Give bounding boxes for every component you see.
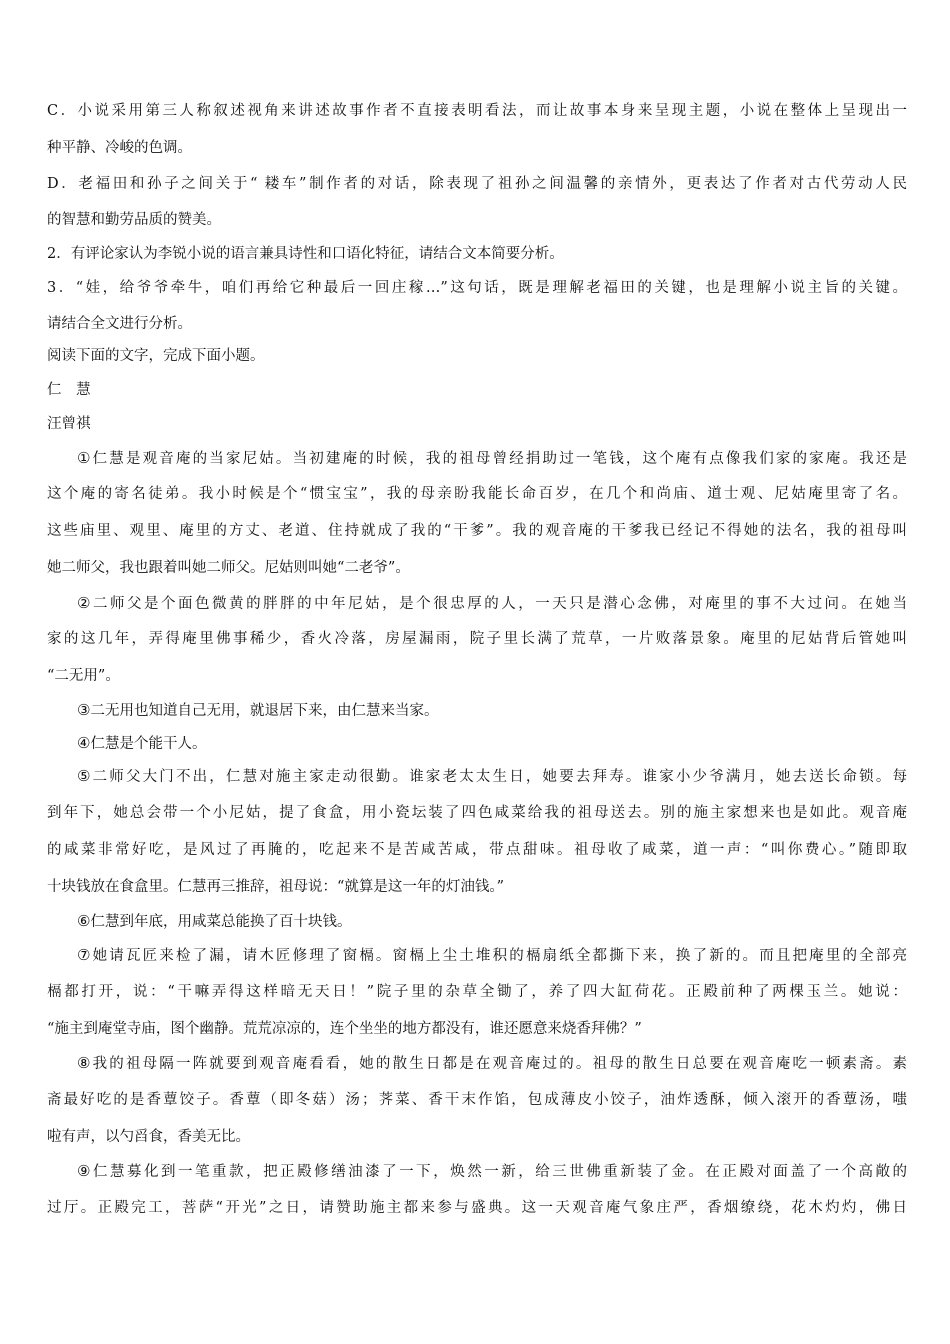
paragraph-number: ⑨ [77, 1162, 93, 1180]
paragraph-number: ⑦ [77, 946, 93, 964]
paragraph-number: ① [77, 449, 93, 467]
paragraph-7-line-3: “施主到庵堂寺庙，图个幽静。荒荒凉凉的，连个坐坐的地方都没有，谁还愿意来烧香拜佛？” [47, 1021, 642, 1037]
paragraph-5-line-3: 的咸菜非常好吃，是风过了再腌的，吃起来不是苦咸苦咸，带点甜味。祖母收了咸菜，道一声：“叫你费心。”随即取 [47, 842, 907, 858]
paragraph-8-line-2: 斋最好吃的是香蕈饺子。香蕈（即冬菇）汤；荠菜、香干末作馅，包成薄皮小饺子，油炸透酥，倾入滚开的香蕈汤，嗤 [47, 1092, 907, 1108]
option-d-line-2: 的智慧和勤劳品质的赞美。 [47, 212, 221, 228]
paragraph-1-line-3: 这些庙里、观里、庵里的方丈、老道、住持就成了我的“干爹”。我的观音庵的干爹我已经记不得她的法名，我的祖母叫 [47, 523, 907, 539]
reading-instruction: 阅读下面的文字，完成下面小题。 [47, 348, 265, 364]
paragraph-5-line-1: ⑤二师父大门不出，仁慧对施主家走动很勤。谁家老太太生日，她要去拜寿。谁家小少爷满月，她去送长命锁。每 [77, 767, 908, 785]
paragraph-1-line-1: ①仁慧是观音庵的当家尼姑。当初建庵的时候，我的祖母曾经捐助过一笔钱，这个庵有点像我们家的家庵。我还是 [77, 449, 908, 467]
paragraph-number: ⑤ [77, 767, 93, 785]
paragraph-6: ⑥仁慧到年底，用咸菜总能换了百十块钱。 [77, 912, 352, 930]
paragraph-7-line-2: 槅都打开，说：“干嘛弄得这样暗无天日！”院子里的杂草全锄了，养了四大缸荷花。正殿前种了两棵玉兰。她说： [47, 984, 907, 1000]
paragraph-5-line-4: 十块钱放在食盒里。仁慧再三推辞，祖母说：“就算是这一年的灯油钱。” [47, 879, 505, 895]
paragraph-number: ② [77, 594, 93, 612]
paragraph-1-line-2: 这个庵的寄名徒弟。我小时候是个“惯宝宝”，我的母亲盼我能长命百岁，在几个和尚庙、道士观、尼姑庵里寄了名。 [47, 486, 907, 502]
paragraph-1-line-4: 她二师父，我也跟着叫她二师父。尼姑则叫她“二老爷”。 [47, 560, 410, 576]
paragraph-2-line-1: ②二师父是个面色微黄的胖胖的中年尼姑，是个很忠厚的人，一天只是潜心念佛，对庵里的事不大过问。在她当 [77, 594, 907, 612]
paragraph-8-line-1: ⑧我的祖母隔一阵就要到观音庵看看，她的散生日都是在观音庵过的。祖母的散生日总要在观音庵吃一顿素斋。素 [77, 1054, 908, 1072]
paragraph-number: ⑥ [77, 912, 91, 930]
paragraph-4: ④仁慧是个能干人。 [77, 734, 207, 752]
paragraph-number: ④ [77, 734, 91, 752]
passage-author: 汪曾祺 [47, 416, 91, 432]
question-2: 2．有评论家认为李锐小说的语言兼具诗性和口语化特征，请结合文本简要分析。 [47, 246, 564, 262]
option-c-line-2: 种平静、冷峻的色调。 [47, 140, 192, 156]
paragraph-5-line-2: 到年下，她总会带一个小尼姑，提了食盒，用小瓷坛装了四色咸菜给我的祖母送去。别的施主家想来也是如此。观音庵 [47, 805, 907, 821]
question-3-line-2: 请结合全文进行分析。 [47, 316, 192, 332]
option-c-line-1: C．小说采用第三人称叙述视角来讲述故事作者不直接表明看法，而让故事本身来呈现主题，小说在整体上呈现出一 [47, 103, 907, 119]
paragraph-number: ⑧ [77, 1054, 93, 1072]
paragraph-7-line-1: ⑦她请瓦匠来检了漏，请木匠修理了窗槅。窗槅上尘土堆积的槅扇纸全都撕下来，换了新的。而且把庵里的全部亮 [77, 946, 908, 964]
paragraph-2-line-2: 家的这几年，弄得庵里佛事稀少，香火冷落，房屋漏雨，院子里长满了荒草，一片败落景象。庵里的尼姑背后管她叫 [47, 631, 907, 647]
question-3-line-1: 3．“娃，给爷爷牵牛，咱们再给它种最后一回庄稼…”这句话，既是理解老福田的关键，也是理解小说主旨的关键。 [47, 280, 907, 296]
paragraph-number: ③ [77, 701, 91, 719]
paragraph-8-line-3: 啦有声，以勺舀食，香美无比。 [47, 1129, 250, 1145]
paragraph-3: ③二无用也知道自己无用，就退居下来，由仁慧来当家。 [77, 701, 439, 719]
paragraph-9-line-2: 过厅。正殿完工，菩萨“开光”之日，请赞助施主都来参与盛典。这一天观音庵气象庄严，香烟缭绕，花木灼灼，佛日 [47, 1200, 907, 1216]
paragraph-2-line-3: “二无用”。 [47, 668, 120, 684]
option-d-line-1: D．老福田和孙子之间关于“ 耧车”制作者的对话，除表现了祖孙之间温馨的亲情外，更表达了作者对古代劳动人民 [47, 176, 907, 192]
paragraph-9-line-1: ⑨仁慧募化到一笔重款，把正殿修缮油漆了一下，焕然一新，给三世佛重新装了金。在正殿对面盖了一个高敞的 [77, 1162, 907, 1180]
passage-title: 仁 慧 [47, 382, 91, 398]
